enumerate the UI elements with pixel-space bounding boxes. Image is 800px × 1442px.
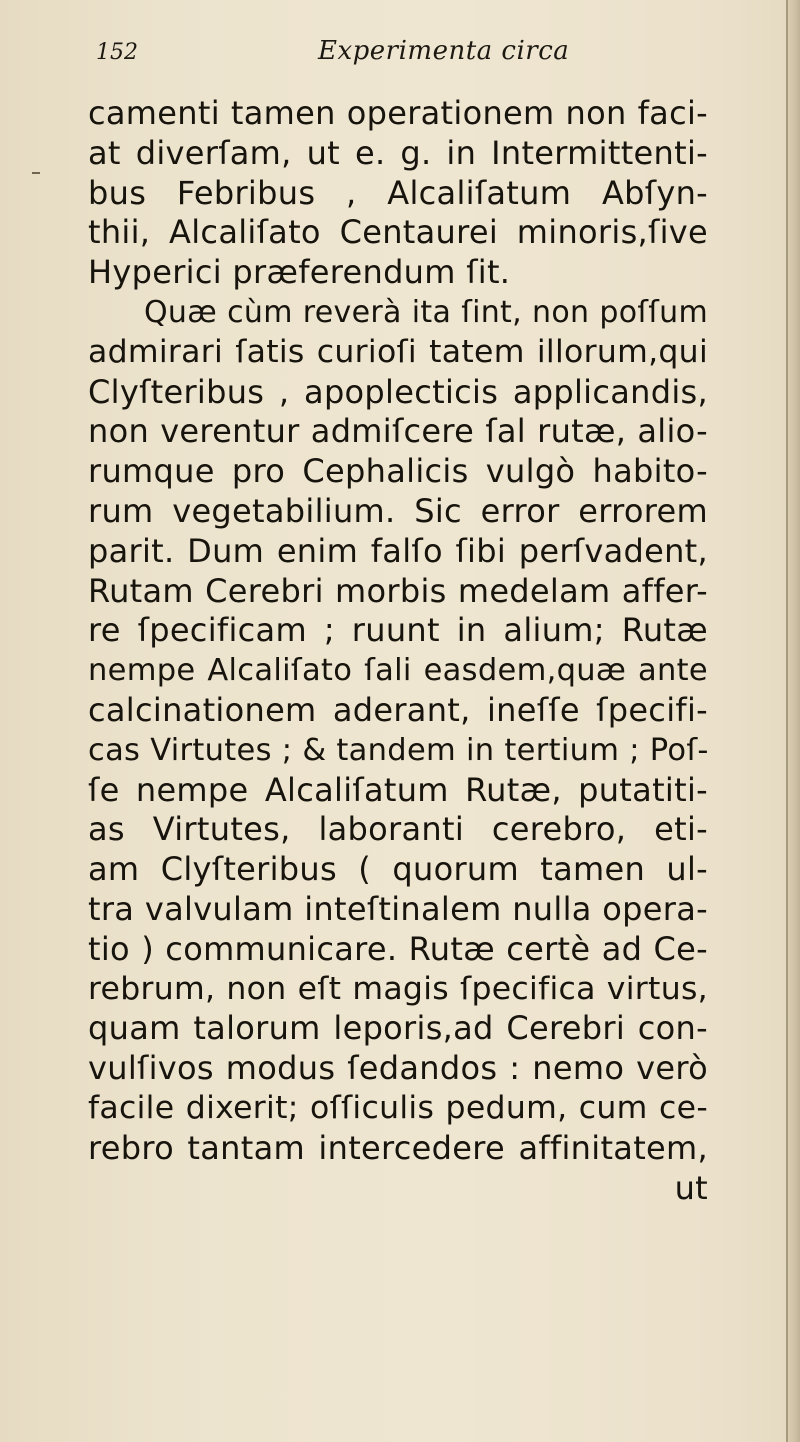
page-gutter <box>786 0 800 1442</box>
text-line: re ſpecificam ; ruunt in alium; Rutæ <box>88 611 708 650</box>
text-line: rum vegetabilium. Sic error errorem <box>88 491 708 530</box>
text-line: cas Virtutes ; & tandem in tertium ; Poſ- <box>88 732 709 768</box>
catchword: ut <box>674 1168 708 1207</box>
text-line: facile dixerit; oſſiculis pedum, cum ce- <box>88 1089 708 1126</box>
text-line: tra valvulam inteſtinalem nulla opera- <box>88 889 708 928</box>
text-line: Rutam Cerebri morbis medelam affer- <box>88 571 708 610</box>
text-line: vulſivos modus ſedandos : nemo verò <box>88 1049 708 1088</box>
body-text <box>88 94 708 1208</box>
gutter-edge <box>786 0 788 1442</box>
text-line: quam talorum leporis,ad Cerebri con- <box>88 1009 708 1048</box>
running-head: Experimenta circa <box>318 36 570 66</box>
page-number: 152 <box>96 40 138 65</box>
text-line: rebrum, non eſt magis ſpecifica virtus, <box>88 970 708 1007</box>
text-line: thii, Alcaliſato Centaurei minoris,ſive <box>88 213 708 252</box>
text-line: tio ) communicare. Rutæ certè ad Ce- <box>88 929 708 968</box>
text-line: parit. Dum enim falſo ſibi perſvadent, <box>88 531 708 570</box>
text-line: as Virtutes, laboranti cerebro, eti- <box>88 810 708 849</box>
text-line: nempe Alcaliſato ſali easdem,quæ ante <box>88 653 708 689</box>
text-line: admirari ſatis curioſi tatem illorum,qui <box>88 333 708 370</box>
margin-mark <box>32 172 40 174</box>
text-line: rumque pro Cephalicis vulgò habito- <box>88 452 708 491</box>
text-line: Clyſteribus , apoplecticis applicandis, <box>88 372 708 411</box>
text-line: Hyperici præferendum ſit. <box>88 253 511 292</box>
text-line: non verentur admiſcere ſal rutæ, alio- <box>88 412 708 451</box>
text-line: rebro tantam intercedere affinitatem, <box>88 1128 708 1167</box>
text-line: bus Febribus , Alcaliſatum Abſyn- <box>88 173 708 212</box>
text-line: am Clyſteribus ( quorum tamen ul- <box>88 850 708 889</box>
text-line: camenti tamen operationem non faci- <box>88 94 708 132</box>
page-header <box>88 36 708 76</box>
text-line: at diverſam, ut e. g. in Intermittenti- <box>88 133 708 172</box>
text-line: Quæ cùm reverà ita ſint, non poſſum <box>144 294 708 330</box>
text-line: calcinationem aderant, ineſſe ſpecifi- <box>88 690 708 729</box>
text-line: ſe nempe Alcaliſatum Rutæ, putatiti- <box>88 770 708 809</box>
